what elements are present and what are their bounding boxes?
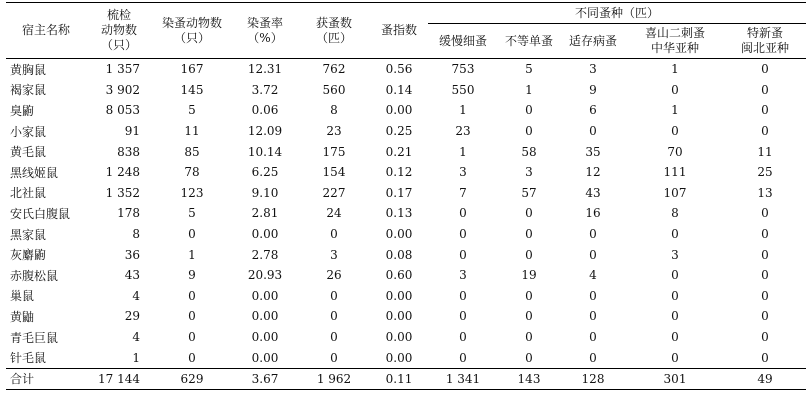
cell-species-3: 4	[589, 268, 597, 283]
cell-fleas: 0	[330, 227, 338, 242]
cell-species-1: 3	[459, 268, 467, 283]
cell-species-1: 23	[455, 124, 471, 139]
table-row	[6, 141, 806, 162]
cell-examined: 8	[132, 227, 140, 242]
cell-rate: 0.00	[251, 288, 279, 303]
cell-host: 黑线姬鼠	[10, 165, 59, 180]
cell-species-3: 16	[585, 206, 601, 221]
cell-fleas: 24	[326, 206, 342, 221]
cell-infested: 145	[180, 82, 204, 97]
header-examined: 梳检 动物数 （只）	[86, 3, 152, 59]
cell-species-5: 0	[761, 247, 769, 262]
cell-fleas: 3	[330, 247, 338, 262]
cell-fleas: 0	[330, 330, 338, 345]
cell-rate: 9.10	[251, 185, 279, 200]
cell-species-2: 0	[525, 247, 533, 262]
cell-species-1: 0	[459, 247, 467, 262]
cell-host: 北社鼠	[10, 186, 47, 201]
table-row	[6, 183, 806, 204]
cell-infested: 1	[188, 247, 196, 262]
header-infested: 染蚤动物数 （只）	[152, 3, 232, 59]
cell-examined: 3 902	[105, 82, 140, 97]
cell-species-3: 0	[589, 309, 597, 324]
cell-examined: 1 357	[105, 62, 140, 77]
header-host: 宿主名称	[6, 3, 86, 59]
cell-species-1: 0	[459, 288, 467, 303]
cell-host: 针毛鼠	[10, 351, 47, 366]
cell-species-2: 3	[525, 165, 533, 180]
table-header	[6, 3, 806, 59]
cell-species-5: 0	[761, 206, 769, 221]
cell-examined: 4	[132, 330, 140, 345]
cell-rate: 0.00	[251, 309, 279, 324]
table-row	[6, 224, 806, 245]
cell-species-5: 0	[761, 82, 769, 97]
cell-species-2: 0	[525, 288, 533, 303]
cell-species-5: 11	[757, 144, 773, 159]
cell-species-4: 1	[671, 62, 679, 77]
cell-species-2: 19	[521, 268, 537, 283]
cell-index: 0.60	[385, 268, 413, 283]
cell-index: 0.25	[385, 124, 413, 139]
cell-rate: 12.09	[247, 124, 283, 139]
cell-species-1: 1	[459, 144, 467, 159]
cell-species-4: 107	[663, 185, 687, 200]
cell-fleas: 227	[322, 185, 346, 200]
cell-index: 0.12	[385, 165, 413, 180]
cell-examined: 17 144	[86, 368, 152, 389]
cell-examined: 91	[124, 124, 140, 139]
cell-rate: 0.00	[251, 330, 279, 345]
cell-fleas: 1 962	[298, 368, 370, 389]
cell-species-1: 1	[459, 103, 467, 118]
cell-index: 0.13	[385, 206, 413, 221]
table-row	[6, 244, 806, 265]
cell-host: 小家鼠	[10, 124, 47, 139]
header-species-2: 不等单蚤	[498, 24, 560, 59]
cell-rate: 0.06	[251, 103, 279, 118]
cell-species-1: 0	[459, 350, 467, 365]
cell-species-4: 111	[663, 165, 687, 180]
cell-species-4: 0	[671, 350, 679, 365]
cell-species-1: 550	[451, 82, 475, 97]
header-species-3: 适存病蚤	[560, 24, 626, 59]
cell-index: 0.00	[385, 350, 413, 365]
header-species-1: 缓慢细蚤	[428, 24, 498, 59]
cell-species-4: 0	[671, 82, 679, 97]
cell-host: 黄毛鼠	[10, 145, 47, 160]
cell-index: 0.56	[385, 62, 413, 77]
table-row	[6, 121, 806, 142]
cell-species-2: 0	[525, 206, 533, 221]
cell-index: 0.11	[370, 368, 428, 389]
header-species-5: 特新蚤 闽北亚种	[724, 24, 806, 59]
header-rate: 染蚤率 （%）	[232, 3, 298, 59]
cell-rate: 20.93	[247, 268, 283, 283]
cell-index: 0.00	[385, 103, 413, 118]
cell-species-4: 1	[671, 103, 679, 118]
cell-examined: 43	[124, 268, 140, 283]
header-index: 蚤指数	[370, 3, 428, 59]
cell-species-1: 0	[459, 227, 467, 242]
cell-rate: 6.25	[251, 165, 279, 180]
table-row	[6, 286, 806, 307]
cell-rate: 12.31	[247, 62, 283, 77]
cell-examined: 4	[132, 288, 140, 303]
cell-species-2: 0	[525, 124, 533, 139]
cell-infested: 0	[188, 350, 196, 365]
cell-species-3: 0	[589, 288, 597, 303]
table-row	[6, 59, 806, 80]
cell-host: 黄鼬	[10, 309, 35, 324]
cell-species-5: 25	[757, 165, 773, 180]
cell-infested: 123	[180, 185, 204, 200]
cell-rate: 10.14	[247, 144, 283, 159]
table-row	[6, 306, 806, 327]
cell-species-4: 0	[671, 288, 679, 303]
cell-species-3: 12	[585, 165, 601, 180]
table-row	[6, 100, 806, 121]
cell-species-3: 0	[589, 247, 597, 262]
cell-species-3: 35	[585, 144, 601, 159]
cell-species-3: 0	[589, 330, 597, 345]
cell-index: 0.21	[385, 144, 413, 159]
cell-host: 黄胸鼠	[10, 62, 47, 77]
cell-species-5: 0	[761, 288, 769, 303]
table-row	[6, 162, 806, 183]
table-body	[6, 59, 806, 390]
cell-species-2: 0	[525, 350, 533, 365]
cell-index: 0.14	[385, 82, 413, 97]
cell-species-5: 0	[761, 350, 769, 365]
table-row	[6, 80, 806, 101]
cell-fleas: 0	[330, 288, 338, 303]
cell-infested: 9	[188, 268, 196, 283]
cell-examined: 178	[117, 206, 140, 221]
table-row	[6, 327, 806, 348]
cell-infested: 85	[184, 144, 200, 159]
cell-host: 安氏白腹鼠	[10, 206, 71, 221]
cell-species-2: 0	[525, 330, 533, 345]
cell-host: 青毛巨鼠	[10, 330, 59, 345]
cell-infested: 78	[184, 165, 200, 180]
cell-species-1: 0	[459, 309, 467, 324]
cell-species-3: 0	[589, 350, 597, 365]
cell-host: 赤腹松鼠	[10, 268, 59, 283]
cell-rate: 2.78	[251, 247, 279, 262]
flea-host-table	[6, 2, 806, 390]
table-row	[6, 203, 806, 224]
cell-species-1: 753	[451, 62, 475, 77]
cell-infested: 629	[152, 368, 232, 389]
cell-host: 黑家鼠	[10, 227, 47, 242]
cell-species-2: 143	[498, 368, 560, 389]
table-row	[6, 265, 806, 286]
cell-species-4: 0	[671, 124, 679, 139]
cell-species-4: 3	[671, 247, 679, 262]
cell-species-5: 0	[761, 309, 769, 324]
cell-species-2: 1	[525, 82, 533, 97]
cell-species-3: 9	[589, 82, 597, 97]
cell-species-2: 58	[521, 144, 537, 159]
cell-rate: 3.67	[232, 368, 298, 389]
cell-species-4: 70	[667, 144, 683, 159]
cell-rate: 2.81	[251, 206, 279, 221]
cell-species-5: 0	[761, 268, 769, 283]
header-species-group: 不同蚤种（匹）	[428, 3, 806, 24]
cell-examined: 838	[117, 144, 140, 159]
cell-host: 臭鼩	[10, 103, 35, 118]
cell-examined: 1 352	[105, 185, 140, 200]
cell-species-2: 57	[521, 185, 537, 200]
cell-index: 0.08	[385, 247, 413, 262]
table-row	[6, 347, 806, 368]
cell-rate: 0.00	[251, 350, 279, 365]
cell-fleas: 0	[330, 350, 338, 365]
cell-species-2: 0	[525, 227, 533, 242]
cell-species-3: 0	[589, 227, 597, 242]
cell-infested: 167	[180, 62, 204, 77]
cell-species-3: 3	[589, 62, 597, 77]
cell-species-3: 128	[560, 368, 626, 389]
cell-species-4: 0	[671, 227, 679, 242]
cell-species-1: 0	[459, 330, 467, 345]
cell-index: 0.00	[385, 227, 413, 242]
cell-species-3: 43	[585, 185, 601, 200]
cell-species-3: 6	[589, 103, 597, 118]
cell-infested: 11	[184, 124, 200, 139]
cell-examined: 8 053	[105, 103, 140, 118]
cell-infested: 0	[188, 227, 196, 242]
cell-fleas: 26	[326, 268, 342, 283]
cell-fleas: 175	[322, 144, 346, 159]
cell-host: 灰麝鼩	[10, 248, 47, 263]
cell-fleas: 762	[322, 62, 346, 77]
cell-examined: 36	[124, 247, 140, 262]
cell-host: 褐家鼠	[10, 83, 47, 98]
cell-host: 合计	[6, 368, 86, 389]
cell-infested: 5	[188, 103, 196, 118]
cell-species-4: 0	[671, 330, 679, 345]
cell-species-4: 0	[671, 268, 679, 283]
cell-infested: 0	[188, 330, 196, 345]
cell-species-2: 0	[525, 309, 533, 324]
cell-index: 0.00	[385, 330, 413, 345]
cell-infested: 0	[188, 288, 196, 303]
header-species-4: 喜山二刺蚤 中华亚种	[626, 24, 724, 59]
cell-fleas: 23	[326, 124, 342, 139]
cell-fleas: 8	[330, 103, 338, 118]
total-row	[6, 368, 806, 389]
cell-species-5: 49	[724, 368, 806, 389]
cell-species-4: 8	[671, 206, 679, 221]
cell-infested: 0	[188, 309, 196, 324]
cell-fleas: 154	[322, 165, 346, 180]
cell-species-5: 0	[761, 330, 769, 345]
cell-species-1: 3	[459, 165, 467, 180]
cell-species-4: 0	[671, 309, 679, 324]
cell-species-4: 301	[626, 368, 724, 389]
cell-index: 0.00	[385, 309, 413, 324]
header-fleas: 获蚤数 （匹）	[298, 3, 370, 59]
cell-fleas: 560	[322, 82, 346, 97]
cell-host: 巢鼠	[10, 289, 35, 304]
cell-rate: 0.00	[251, 227, 279, 242]
cell-index: 0.00	[385, 288, 413, 303]
cell-species-2: 0	[525, 103, 533, 118]
cell-species-5: 13	[757, 185, 773, 200]
cell-examined: 1	[132, 350, 140, 365]
cell-species-5: 0	[761, 62, 769, 77]
cell-infested: 5	[188, 206, 196, 221]
cell-fleas: 0	[330, 309, 338, 324]
cell-species-5: 0	[761, 103, 769, 118]
cell-species-1: 0	[459, 206, 467, 221]
cell-species-3: 0	[589, 124, 597, 139]
cell-examined: 1 248	[105, 165, 140, 180]
cell-rate: 3.72	[251, 82, 279, 97]
cell-examined: 29	[124, 309, 140, 324]
cell-species-1: 7	[459, 185, 467, 200]
cell-species-5: 0	[761, 124, 769, 139]
cell-species-1: 1 341	[428, 368, 498, 389]
cell-index: 0.17	[385, 185, 413, 200]
cell-species-2: 5	[525, 62, 533, 77]
cell-species-5: 0	[761, 227, 769, 242]
